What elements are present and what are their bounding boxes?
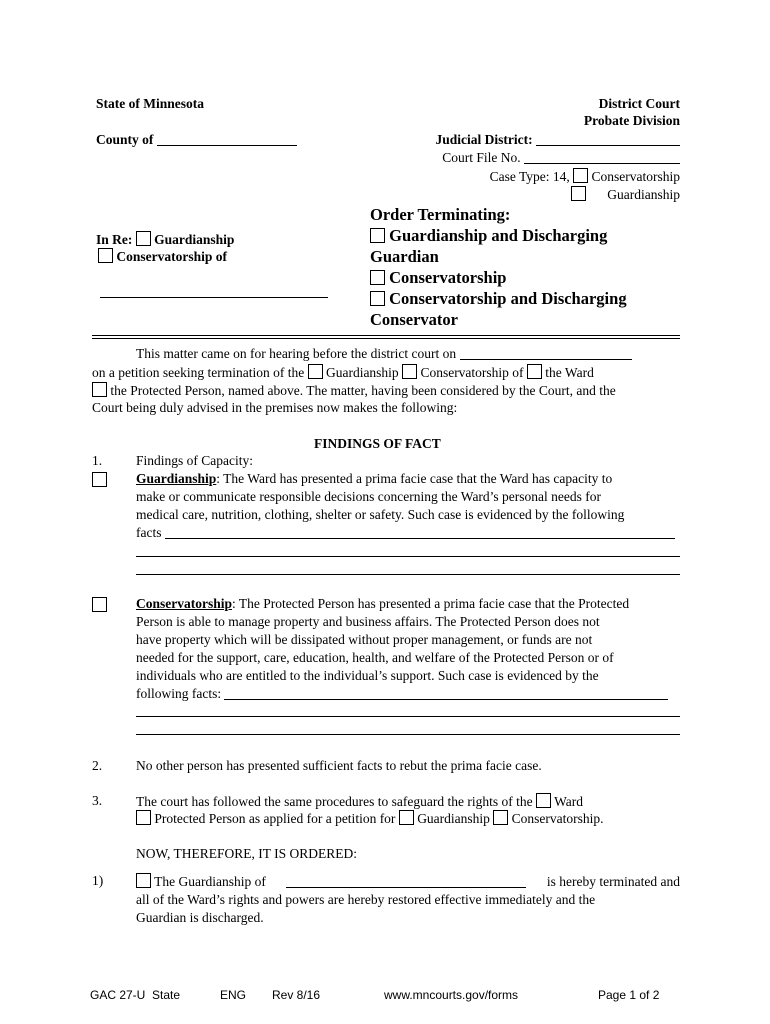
guardianship-facts-line3[interactable]	[136, 574, 680, 575]
rule-top	[92, 335, 680, 336]
in-re-row: In Re: Guardianship	[96, 232, 235, 247]
state-label: State of Minnesota	[96, 96, 204, 111]
case-type-guardianship-checkbox[interactable]	[571, 186, 586, 201]
conservatorship-paragraph: Conservatorship: The Protected Person has presented a prima facie case that the Protected Person is able to manage property and business affairs. The Protected Person does not have property which will be dissipated without proper management, or funds are not needed for the support, care, education, health, and welfare of the Protected Person or of individuals who are entitled to the individual’s support. Such case is evidenced by the following facts:	[136, 595, 680, 703]
order-item1-checkbox[interactable]	[136, 873, 151, 888]
case-type-row-2: Guardianship	[571, 186, 680, 203]
item1-title: Findings of Capacity:	[136, 453, 253, 468]
findings-conservatorship-checkbox[interactable]	[92, 597, 107, 612]
item3-number: 3.	[92, 793, 103, 808]
findings-guardianship-checkbox[interactable]	[92, 472, 107, 487]
conservatorship-facts-field[interactable]	[224, 687, 668, 700]
court-file-row: Court File No.	[442, 150, 680, 166]
item3-guardianship-checkbox[interactable]	[399, 810, 414, 825]
order-item1-paragraph: The Guardianship of is hereby terminated and all of the Ward’s rights and powers are hereby restored effective immediately and the Guardian is discharged.	[136, 874, 680, 925]
order-item1-number: 1)	[92, 873, 104, 888]
item2-text: No other person has presented sufficient facts to rebut the prima facie case.	[136, 758, 542, 773]
conservatorship-facts-line2[interactable]	[136, 716, 680, 717]
item3-line1: The court has followed the same procedures to safeguard the rights of the Ward	[136, 794, 584, 809]
item2-number: 2.	[92, 758, 103, 773]
footer-language: ENG	[220, 988, 247, 1002]
case-type-conservatorship-checkbox[interactable]	[573, 168, 588, 183]
guardianship-facts-line2[interactable]	[136, 556, 680, 557]
intro-line3: the Protected Person, named above. The matter, having been considered by the Court, and the	[92, 382, 616, 399]
order-title: Order Terminating: Guardianship and Discharging Guardian Conservatorship Conservatorship and Discharging Conservator	[370, 205, 627, 329]
item3-ward-checkbox[interactable]	[536, 793, 551, 808]
order-option1-checkbox[interactable]	[370, 228, 385, 243]
intro-line2: on a petition seeking termination of the Guardianship Conservatorship of the Ward	[92, 365, 594, 380]
county-field[interactable]	[157, 133, 297, 146]
hearing-date-field[interactable]	[460, 347, 632, 360]
intro-guardianship-checkbox[interactable]	[308, 364, 323, 379]
guardianship-paragraph: Guardianship: The Ward has presented a prima facie case that the Ward has capacity to make or communicate responsible decisions concerning the Ward’s personal needs for medical care, nutrition, clothing, shelter or safety. Such case is evidenced by the following facts	[136, 470, 680, 542]
conservatorship-facts-line3[interactable]	[136, 734, 680, 735]
intro-ward-checkbox[interactable]	[527, 364, 542, 379]
order-option3-checkbox[interactable]	[370, 291, 385, 306]
judicial-district-row: Judicial District:	[436, 132, 681, 148]
intro-conservatorship-checkbox[interactable]	[402, 364, 417, 379]
footer-state: State	[152, 988, 181, 1002]
in-re-name-field[interactable]	[100, 297, 328, 298]
item1-number: 1.	[92, 453, 103, 468]
court-file-field[interactable]	[524, 151, 680, 164]
item3-conservatorship-checkbox[interactable]	[493, 810, 508, 825]
findings-heading: FINDINGS OF FACT	[314, 436, 441, 451]
division-label: Probate Division	[583, 113, 680, 128]
court-label: District Court	[598, 96, 680, 111]
in-re-conservatorship-checkbox[interactable]	[98, 248, 113, 263]
case-type-row: Case Type: 14, Conservatorship	[489, 169, 680, 184]
footer-revision: Rev 8/16	[272, 988, 321, 1002]
item3-protected-person-checkbox[interactable]	[136, 810, 151, 825]
county-label: County of	[96, 132, 297, 148]
guardianship-facts-field[interactable]	[165, 526, 675, 539]
intro-protected-person-checkbox[interactable]	[92, 382, 107, 397]
ordered-heading: NOW, THEREFORE, IT IS ORDERED:	[136, 846, 358, 861]
footer-url[interactable]: www.mncourts.gov/forms	[384, 988, 519, 1002]
in-re-guardianship-checkbox[interactable]	[136, 231, 151, 246]
rule-bottom	[92, 338, 680, 339]
item3-line2: Protected Person as applied for a petition for Guardianship Conservatorship.	[136, 810, 604, 827]
guardianship-of-name-field[interactable]	[286, 875, 526, 888]
judicial-district-field[interactable]	[536, 133, 680, 146]
in-re-row-2: Conservatorship of	[98, 248, 227, 265]
intro-line1: This matter came on for hearing before the district court on	[136, 346, 632, 362]
intro-line4: Court being duly advised in the premises now makes the following:	[92, 400, 458, 415]
footer-form-number: GAC 27-U	[90, 988, 146, 1002]
order-option2-checkbox[interactable]	[370, 270, 385, 285]
footer-page-number: Page 1 of 2	[598, 988, 660, 1002]
